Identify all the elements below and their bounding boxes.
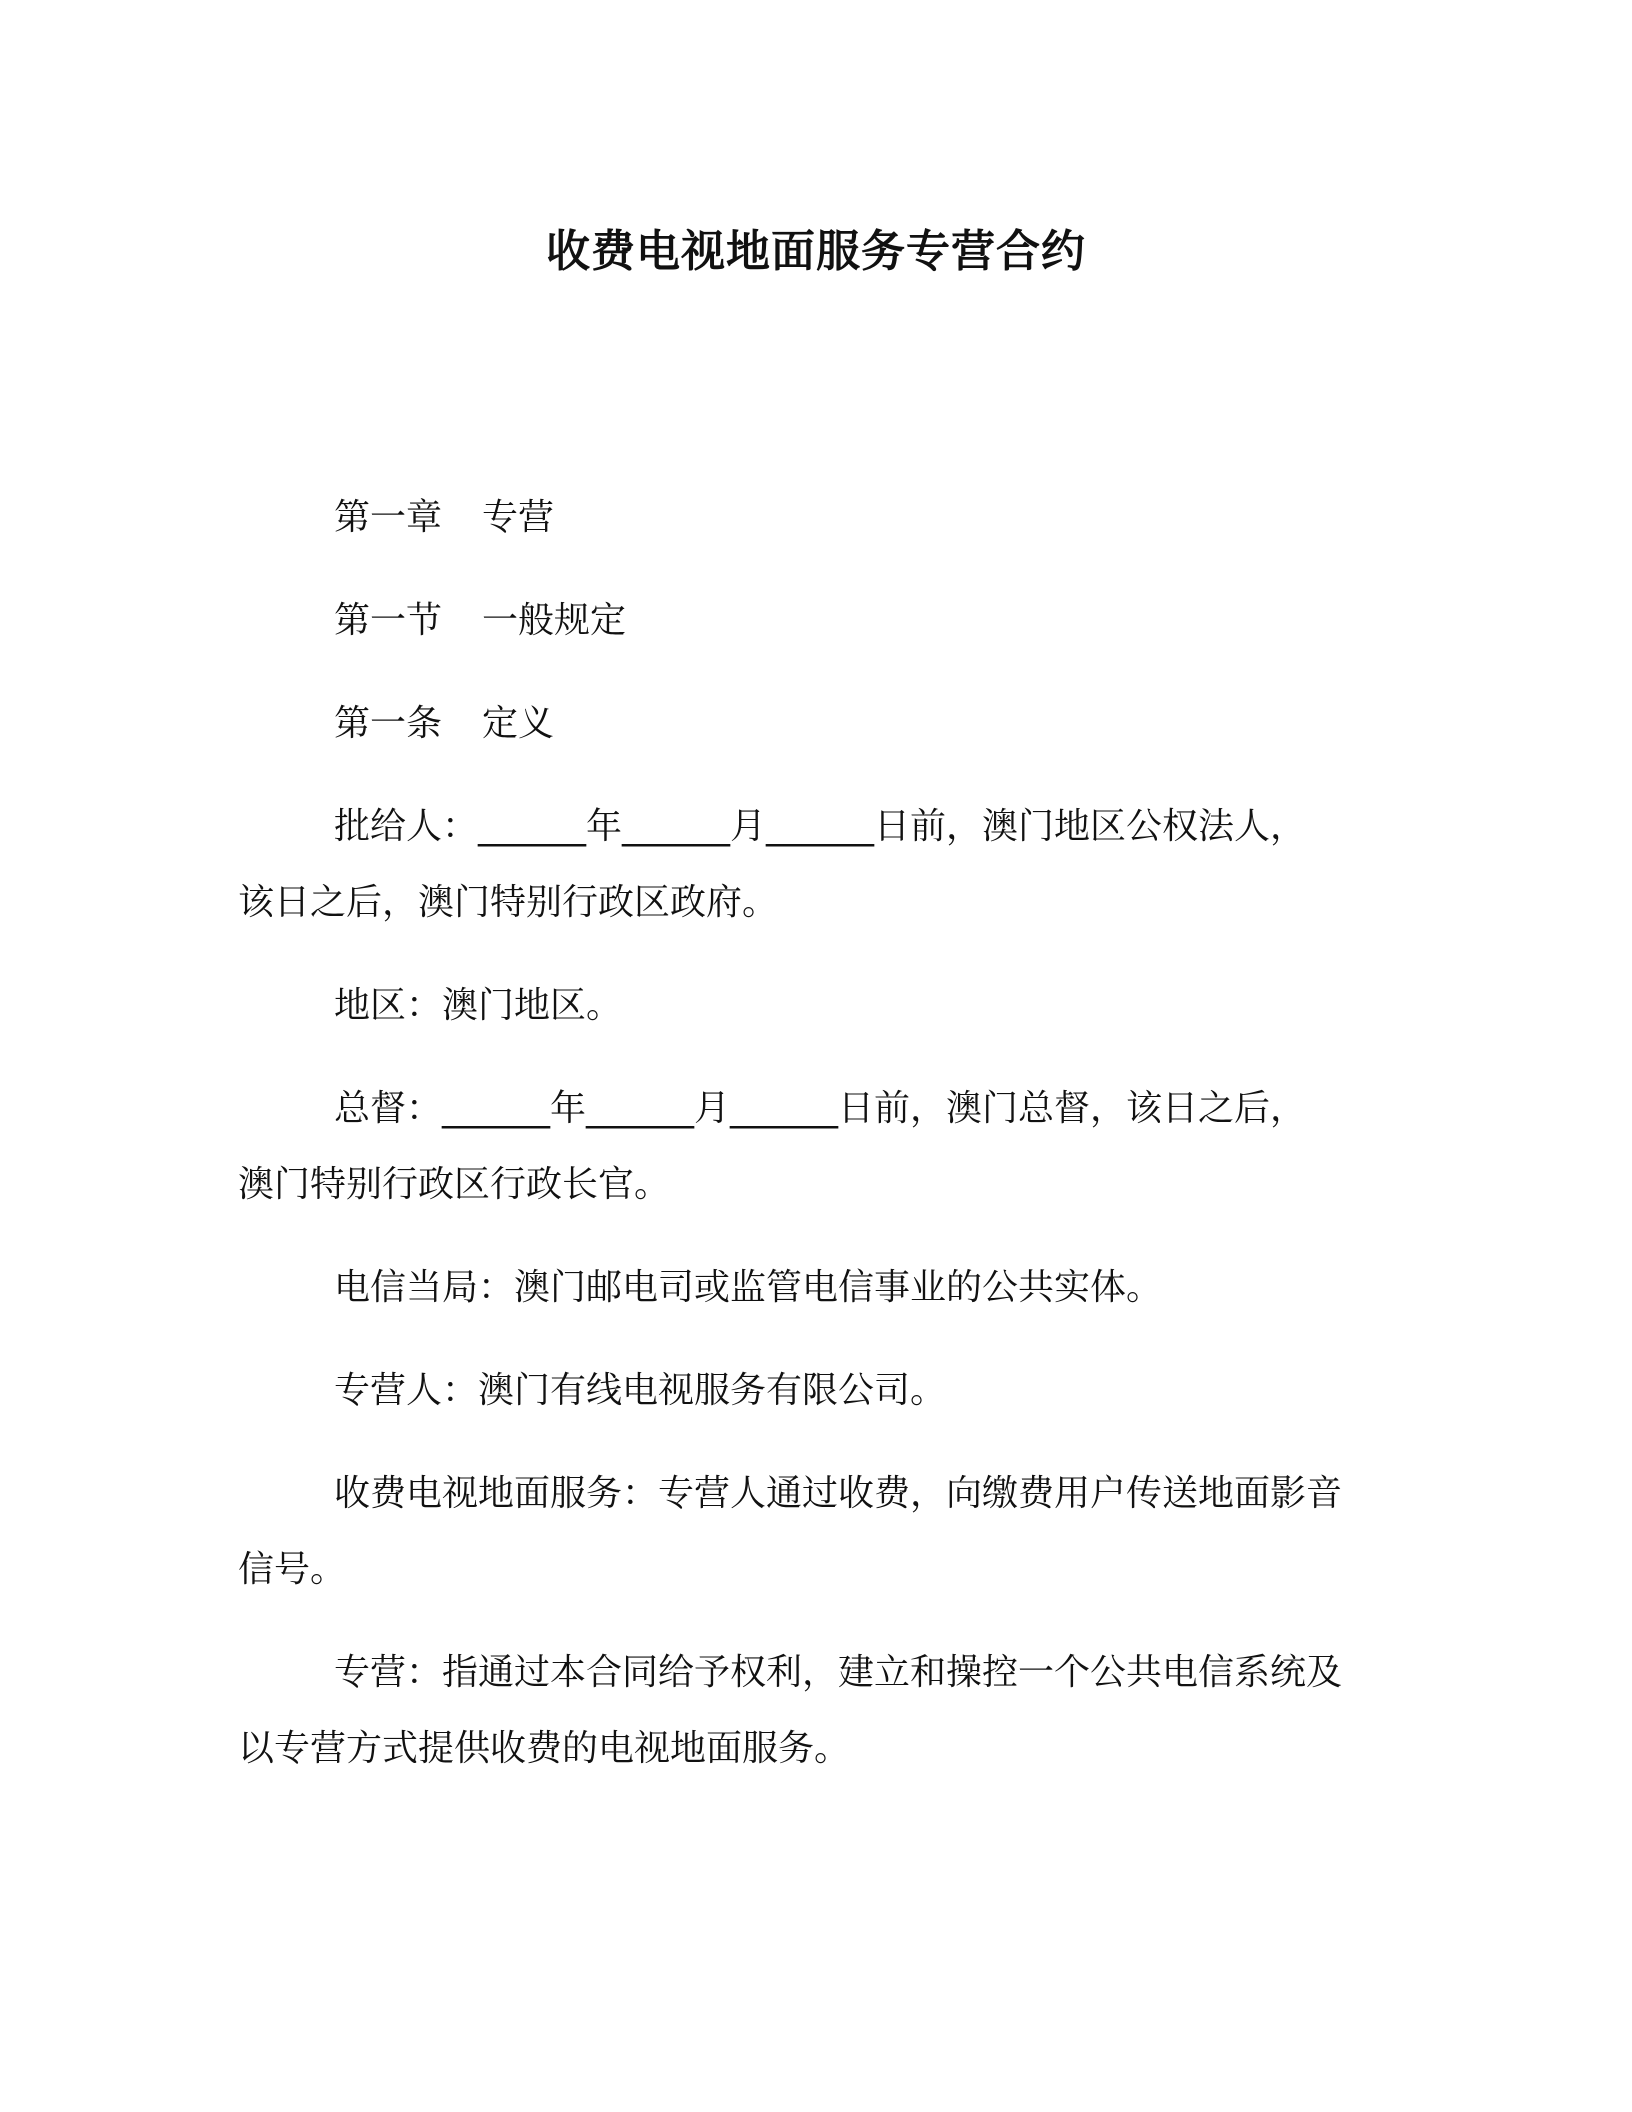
- article-name: 定义: [482, 703, 555, 744]
- section-name: 一般规定: [482, 600, 627, 641]
- definition-territory: 地区：澳门地区。: [334, 985, 623, 1026]
- definition-concessionaire: 专营人：澳门有线电视服务有限公司。: [334, 1370, 947, 1411]
- section-number: 第一节: [334, 600, 443, 641]
- definition-grantor-line1: 批给人：______年______月______日前，澳门地区公权法人，: [334, 806, 1307, 847]
- section-heading: [334, 597, 1378, 645]
- definition-grantor-line2: 该日之后，澳门特别行政区政府。: [238, 882, 779, 923]
- definition-concession-line2: 以专营方式提供收费的电视地面服务。: [238, 1728, 851, 1769]
- definition-concession-line1: 专营：指通过本合同给予权利，建立和操控一个公共电信系统及: [334, 1652, 1343, 1693]
- definition-pay-tv-service-line1: 收费电视地面服务：专营人通过收费，向缴费用户传送地面影音: [334, 1473, 1343, 1514]
- chapter-name: 专营: [482, 497, 555, 538]
- definition-governor-line2: 澳门特别行政区行政长官。: [238, 1164, 671, 1205]
- definition-pay-tv-service-line2: 信号。: [238, 1549, 347, 1590]
- chapter-heading: [334, 494, 1378, 542]
- chapter-number: 第一章: [334, 497, 443, 538]
- definition-telecom-authority: 电信当局：澳门邮电司或监管电信事业的公共实体。: [334, 1267, 1163, 1308]
- definition-governor-line1: 总督：______年______月______日前，澳门总督，该日之后，: [334, 1088, 1307, 1129]
- article-number: 第一条: [334, 703, 443, 744]
- article-heading: [334, 700, 1378, 748]
- document-title: 收费电视地面服务专营合约: [546, 226, 1086, 277]
